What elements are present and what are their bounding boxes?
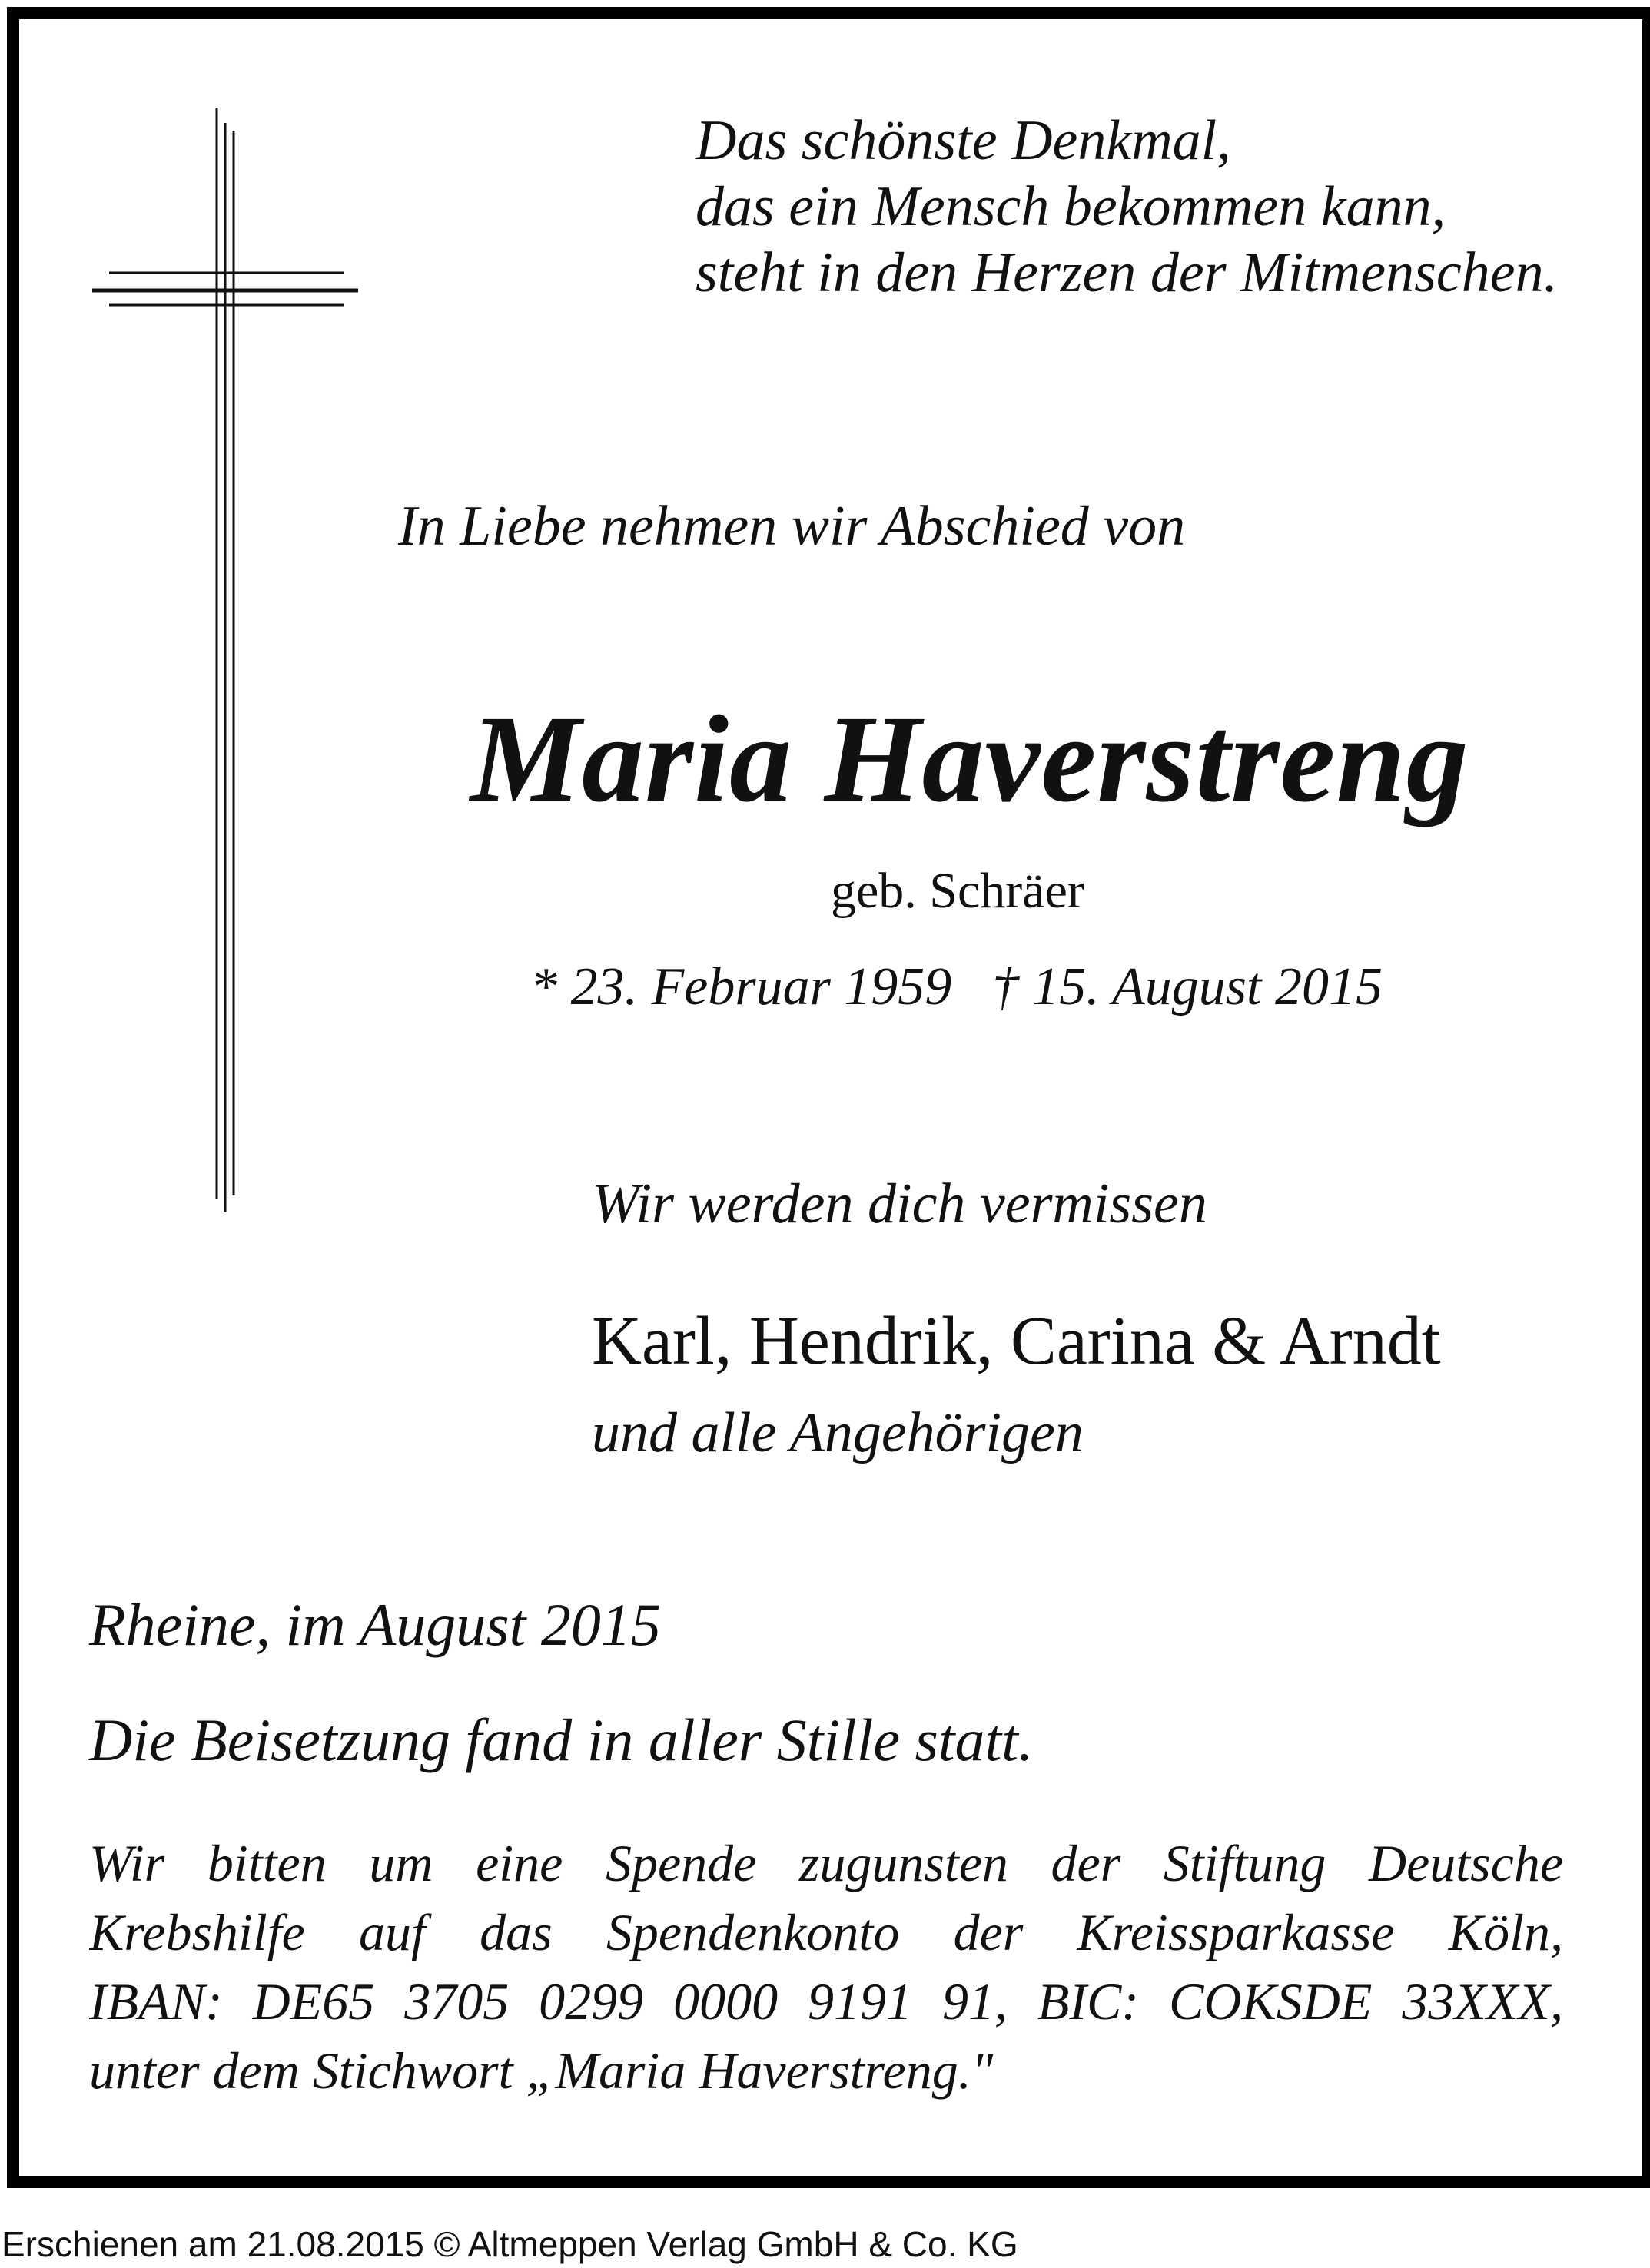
farewell-intro: In Liebe nehmen wir Abschied von <box>398 495 1186 558</box>
quote-line-1: Das schönste Denkmal, <box>696 109 1231 172</box>
publication-footer: Erschienen am 21.08.2015 © Altmeppen Verlag GmbH & Co. KG <box>2 2224 1018 2264</box>
funeral-note: Die Beisetzung fand in aller Stille statt. <box>89 1706 1034 1773</box>
donation-line-2: Krebshilfe auf das Spendenkonto der Kreissparkasse Köln, <box>89 1903 1563 1961</box>
birth-name: geb. Schräer <box>831 863 1084 919</box>
donation-request <box>89 1829 1563 2105</box>
life-dates: * 23. Februar 1959 † 15. August 2015 <box>530 957 1383 1016</box>
quote-line-2: das ein Mensch bekommen kann, <box>696 175 1446 238</box>
quote-line-3: steht in den Herzen der Mitmenschen. <box>696 241 1559 304</box>
donation-line-4: unter dem Stichwort „Maria Haverstreng." <box>89 2041 994 2100</box>
donation-line-1: Wir bitten um eine Spende zugunsten der Stiftung Deutsche <box>89 1834 1563 1892</box>
mourners: Karl, Hendrik, Carina & Arndt <box>592 1303 1441 1379</box>
place-date: Rheine, im August 2015 <box>89 1591 661 1658</box>
deceased-name: Maria Haverstreng <box>470 691 1469 828</box>
relatives: und alle Angehörigen <box>592 1401 1084 1464</box>
donation-line-3: IBAN: DE65 3705 0299 0000 9191 91, BIC: COKSDE 33XXX, <box>89 1972 1563 2031</box>
miss-line: Wir werden dich vermissen <box>592 1172 1207 1235</box>
